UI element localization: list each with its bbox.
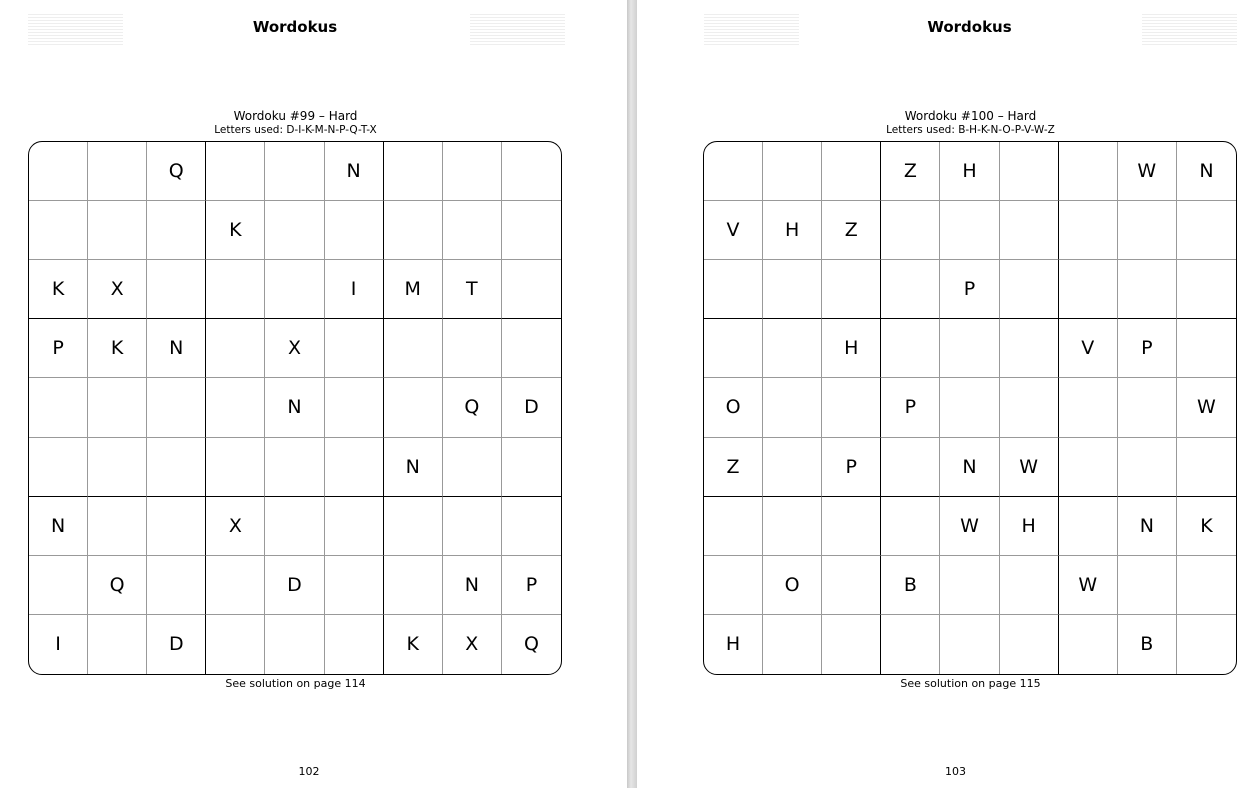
grid-cell (1000, 615, 1059, 674)
grid-cell (1177, 319, 1236, 378)
grid-cell (1000, 556, 1059, 615)
grid-cell (881, 438, 940, 497)
grid-cell: Z (704, 438, 763, 497)
grid-cell (384, 201, 443, 260)
solution-reference: See solution on page 114 (225, 677, 366, 690)
puzzle-title: Wordoku #99 – Hard (233, 109, 358, 123)
grid-cell (763, 260, 822, 319)
grid-cell (147, 378, 206, 437)
grid-cell (704, 142, 763, 201)
grid-cell: V (704, 201, 763, 260)
grid-cell (147, 497, 206, 556)
grid-cell (1118, 201, 1177, 260)
grid-cell: X (443, 615, 502, 674)
grid-cell (88, 142, 147, 201)
grid-cell (704, 260, 763, 319)
grid-cell (1059, 438, 1118, 497)
grid-cell (940, 615, 999, 674)
wordoku-grid (28, 141, 562, 675)
grid-cell: W (1000, 438, 1059, 497)
grid-cell: P (881, 378, 940, 437)
grid-cell: X (265, 319, 324, 378)
grid-cell (206, 378, 265, 437)
right-page (637, 0, 1252, 788)
grid-cell (29, 142, 88, 201)
grid-cell (88, 378, 147, 437)
grid-cell (325, 201, 384, 260)
grid-cell (265, 438, 324, 497)
grid-cell (29, 378, 88, 437)
grid-cell: B (1118, 615, 1177, 674)
puzzle-title: Wordoku #100 – Hard (904, 109, 1037, 123)
grid-cell (88, 201, 147, 260)
grid-cell: W (1118, 142, 1177, 201)
grid-cell (1000, 142, 1059, 201)
grid-cell (147, 438, 206, 497)
grid-cell: X (88, 260, 147, 319)
grid-cell: D (147, 615, 206, 674)
grid-cell (763, 142, 822, 201)
grid-cell (206, 615, 265, 674)
grid-cell: W (1059, 556, 1118, 615)
grid-cell (88, 615, 147, 674)
grid-cell: N (1177, 142, 1236, 201)
grid-cell (1059, 378, 1118, 437)
grid-cell (763, 497, 822, 556)
grid-cell (443, 497, 502, 556)
grid-cell (940, 319, 999, 378)
grid-cell (29, 556, 88, 615)
grid-cell (763, 319, 822, 378)
letters-used: Letters used: B-H-K-N-O-P-V-W-Z (886, 124, 1055, 136)
grid-cell (1000, 260, 1059, 319)
grid-cell (443, 142, 502, 201)
grid-cell (704, 319, 763, 378)
grid-cell (1177, 260, 1236, 319)
grid-cell (384, 497, 443, 556)
grid-cell (1059, 142, 1118, 201)
grid-cell (1000, 319, 1059, 378)
grid-cell (704, 556, 763, 615)
grid-cell: N (384, 438, 443, 497)
grid-cell (88, 497, 147, 556)
grid-cell: N (325, 142, 384, 201)
grid-cell (1059, 615, 1118, 674)
grid-cell: P (502, 556, 561, 615)
grid-cell (881, 319, 940, 378)
grid-cell: V (1059, 319, 1118, 378)
grid-cell (325, 378, 384, 437)
grid-cell (29, 438, 88, 497)
grid-cell (206, 142, 265, 201)
grid-cell: N (29, 497, 88, 556)
grid-cell (443, 319, 502, 378)
grid-cell (881, 497, 940, 556)
grid-cell: K (1177, 497, 1236, 556)
grid-cell (325, 438, 384, 497)
header-title: Wordokus (927, 18, 1012, 36)
grid-cell (822, 378, 881, 437)
grid-cell (822, 497, 881, 556)
grid-cell (265, 260, 324, 319)
page-number: 103 (945, 765, 966, 778)
grid-cell (265, 615, 324, 674)
grid-cell (1118, 438, 1177, 497)
grid-cell: X (206, 497, 265, 556)
grid-cell: P (822, 438, 881, 497)
grid-cell (502, 438, 561, 497)
grid-cell (325, 615, 384, 674)
grid-cell: H (1000, 497, 1059, 556)
grid-cell (443, 201, 502, 260)
grid-cell (384, 319, 443, 378)
grid-cell: K (384, 615, 443, 674)
grid-cell: P (940, 260, 999, 319)
grid-cell (443, 438, 502, 497)
grid-cell (265, 497, 324, 556)
grid-cell (147, 556, 206, 615)
grid-cell (881, 201, 940, 260)
grid-cell (1000, 378, 1059, 437)
grid-cell: N (1118, 497, 1177, 556)
grid-cell: W (940, 497, 999, 556)
grid-cell (88, 438, 147, 497)
grid-cell (265, 201, 324, 260)
grid-cell: Q (88, 556, 147, 615)
grid-cell (1177, 615, 1236, 674)
grid-cell (822, 142, 881, 201)
grid-cell (502, 142, 561, 201)
grid-cell: K (206, 201, 265, 260)
grid-cell (763, 438, 822, 497)
grid-cell (325, 319, 384, 378)
grid-cell (502, 497, 561, 556)
grid-cell: H (940, 142, 999, 201)
grid-cell: N (940, 438, 999, 497)
grid-cell (384, 378, 443, 437)
grid-cell (206, 438, 265, 497)
grid-cell (822, 556, 881, 615)
grid-cell (1177, 438, 1236, 497)
grid-cell (822, 260, 881, 319)
grid-cell: N (147, 319, 206, 378)
grid-cell: O (704, 378, 763, 437)
grid-cell (940, 556, 999, 615)
grid-cell: Z (881, 142, 940, 201)
grid-cell (265, 142, 324, 201)
grid-cell: D (265, 556, 324, 615)
grid-cell: B (881, 556, 940, 615)
grid-cell (325, 556, 384, 615)
grid-cell (384, 556, 443, 615)
grid-cell (502, 319, 561, 378)
grid-cell: H (704, 615, 763, 674)
grid-cell: P (29, 319, 88, 378)
grid-cell (1059, 201, 1118, 260)
grid-cell: O (763, 556, 822, 615)
grid-cell (1177, 201, 1236, 260)
grid-cell (502, 201, 561, 260)
grid-cell (502, 260, 561, 319)
grid-cell (940, 378, 999, 437)
grid-cell (206, 319, 265, 378)
grid-cell (29, 201, 88, 260)
page-number: 102 (298, 765, 320, 778)
grid-cell (206, 556, 265, 615)
grid-cell (384, 142, 443, 201)
grid-cell (1000, 201, 1059, 260)
grid-cell: N (265, 378, 324, 437)
grid-cell: Q (523, 633, 539, 656)
grid-cell (763, 378, 822, 437)
grid-cell (822, 615, 881, 674)
grid-cell (1059, 497, 1118, 556)
grid-cell (881, 260, 940, 319)
grid-cell: H (763, 201, 822, 260)
letters-used: Letters used: D-I-K-M-N-P-Q-T-X (214, 124, 377, 136)
grid-cell: N (443, 556, 502, 615)
grid-cell (325, 497, 384, 556)
grid-cell (1118, 260, 1177, 319)
grid-cell (763, 615, 822, 674)
grid-cell (1059, 260, 1118, 319)
grid-cell (147, 201, 206, 260)
grid-cell: P (1118, 319, 1177, 378)
grid-cell: Z (822, 201, 881, 260)
grid-cell: Q (443, 378, 502, 437)
grid-cell: I (325, 260, 384, 319)
grid-cell: K (88, 319, 147, 378)
grid-cell (1118, 378, 1177, 437)
grid-cell: K (29, 260, 88, 319)
grid-cell (1177, 556, 1236, 615)
grid-cell: T (443, 260, 502, 319)
grid-cell: H (822, 319, 881, 378)
grid-cell: Q (147, 142, 206, 201)
grid-cell: D (502, 378, 561, 437)
grid-cell: M (384, 260, 443, 319)
grid-cell (940, 201, 999, 260)
wordoku-grid (703, 141, 1237, 675)
grid-cell (1118, 556, 1177, 615)
grid-cell (147, 260, 206, 319)
header-title: Wordokus (252, 18, 338, 36)
book-gutter (627, 0, 637, 788)
grid-cell (704, 497, 763, 556)
grid-cell (881, 615, 940, 674)
grid-cell: W (1177, 378, 1236, 437)
grid-cell (206, 260, 265, 319)
grid-cell: I (29, 615, 88, 674)
solution-reference: See solution on page 115 (900, 677, 1041, 690)
